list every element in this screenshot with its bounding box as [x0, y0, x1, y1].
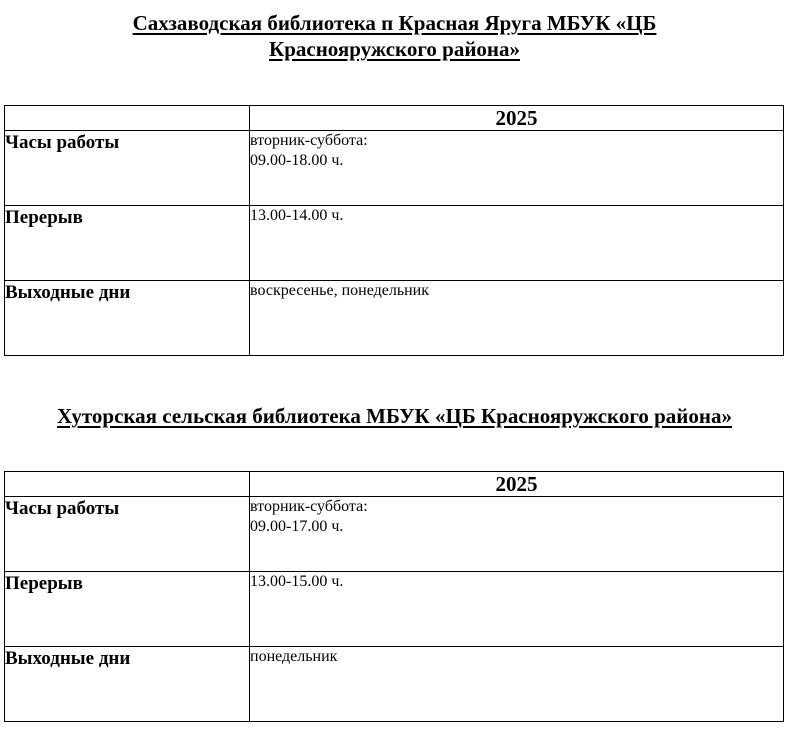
table-row	[5, 647, 784, 722]
header-empty-cell	[5, 472, 250, 497]
row-label-days-off: Выходные дни	[5, 647, 250, 722]
value-line: 09.00-17.00 ч.	[250, 518, 344, 535]
row-value-days-off	[250, 647, 784, 722]
section-1-title-line-2: Краснояружского района»	[268, 37, 521, 61]
section-1-title-line-1: Сахзаводская библиотека п Красная Яруга МБУК «ЦБ	[132, 11, 657, 35]
section-2-schedule-table	[4, 471, 784, 722]
table-row	[5, 281, 784, 356]
value-line: 13.00-15.00 ч.	[250, 573, 344, 590]
year-cell: 2025	[250, 472, 784, 497]
row-label-break: Перерыв	[5, 572, 250, 647]
row-label-working-hours: Часы работы	[5, 131, 250, 206]
section-2-title	[0, 403, 789, 429]
table-row	[5, 131, 784, 206]
section-1-schedule-table	[4, 105, 784, 356]
value-line: вторник-суббота:	[250, 498, 368, 515]
row-value-days-off	[250, 281, 784, 356]
table-row	[5, 572, 784, 647]
year-cell: 2025	[250, 106, 784, 131]
value-line: вторник-суббота:	[250, 132, 368, 149]
row-value-working-hours	[250, 497, 784, 572]
row-value-break	[250, 572, 784, 647]
value-line: 09.00-18.00 ч.	[250, 152, 344, 169]
table-header-row	[5, 472, 784, 497]
row-label-days-off: Выходные дни	[5, 281, 250, 356]
table-row	[5, 206, 784, 281]
table-row	[5, 497, 784, 572]
section-1-title	[0, 10, 789, 62]
row-value-break	[250, 206, 784, 281]
value-line: 13.00-14.00 ч.	[250, 207, 344, 224]
value-line: воскресенье, понедельник	[250, 282, 430, 299]
header-empty-cell	[5, 106, 250, 131]
row-value-working-hours	[250, 131, 784, 206]
section-2-title-line-1: Хуторская сельская библиотека МБУК «ЦБ Краснояружского района»	[56, 404, 732, 428]
row-label-working-hours: Часы работы	[5, 497, 250, 572]
table-header-row	[5, 106, 784, 131]
value-line: понедельник	[250, 648, 338, 665]
row-label-break: Перерыв	[5, 206, 250, 281]
